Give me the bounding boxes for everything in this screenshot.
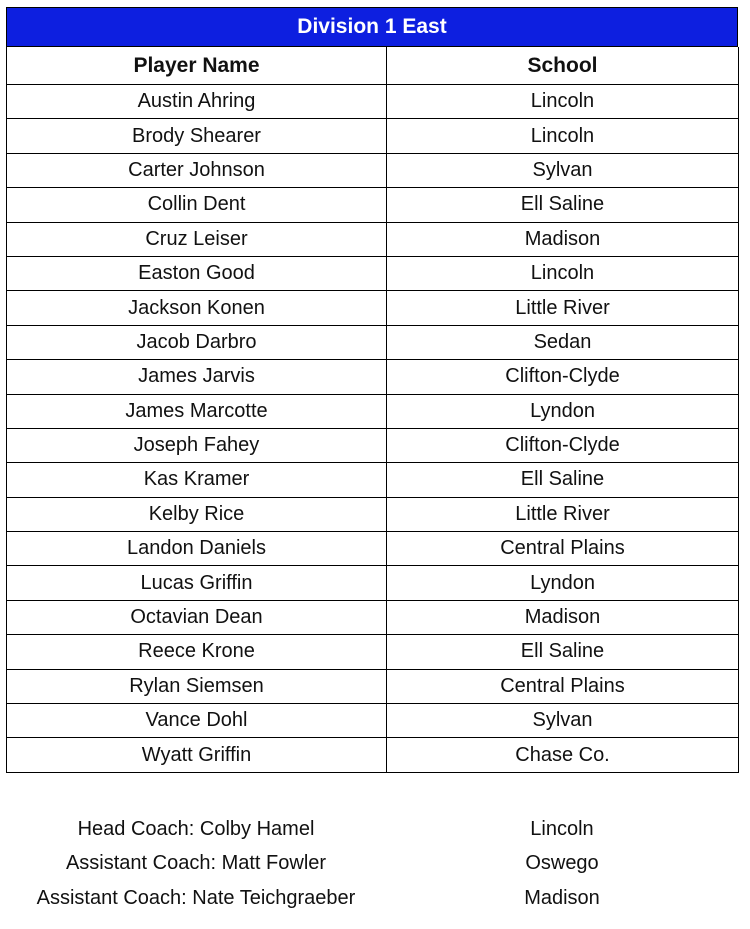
table-row	[7, 119, 739, 153]
table-row	[7, 153, 739, 187]
table-row	[7, 669, 739, 703]
player-school-cell: Lincoln	[387, 256, 739, 290]
coach-name: Head Coach: Colby Hamel	[77, 817, 315, 840]
table-row	[7, 566, 739, 600]
player-school-cell: Lincoln	[387, 85, 739, 119]
table-row	[7, 85, 739, 119]
player-school-cell: Little River	[387, 291, 739, 325]
player-name-cell: Reece Krone	[7, 635, 387, 669]
player-name-cell: Collin Dent	[7, 188, 387, 222]
table-row	[7, 360, 739, 394]
table-row	[7, 635, 739, 669]
player-name-header: Player Name	[7, 47, 387, 85]
coach-row	[6, 881, 738, 916]
player-name-cell: Brody Shearer	[7, 119, 387, 153]
player-school-cell: Ell Saline	[387, 188, 739, 222]
coach-school: Lincoln	[530, 817, 594, 840]
table-row	[7, 256, 739, 290]
player-name-cell: Jackson Konen	[7, 291, 387, 325]
school-header: School	[387, 47, 739, 85]
table-row	[7, 428, 739, 462]
roster-table	[6, 47, 739, 773]
table-row	[7, 325, 739, 359]
coach-school: Madison	[524, 886, 600, 909]
player-school-cell: Lincoln	[387, 119, 739, 153]
player-school-cell: Madison	[387, 222, 739, 256]
player-name-cell: Carter Johnson	[7, 153, 387, 187]
player-name-cell: Jacob Darbro	[7, 325, 387, 359]
table-row	[7, 600, 739, 634]
player-school-cell: Ell Saline	[387, 463, 739, 497]
player-name-cell: Wyatt Griffin	[7, 738, 387, 772]
player-name-cell: James Marcotte	[7, 394, 387, 428]
player-name-cell: Cruz Leiser	[7, 222, 387, 256]
coach-name: Assistant Coach: Matt Fowler	[65, 852, 327, 875]
player-name-cell: James Jarvis	[7, 360, 387, 394]
player-name-cell: Austin Ahring	[7, 85, 387, 119]
table-row	[7, 291, 739, 325]
player-name-cell: Landon Daniels	[7, 532, 387, 566]
division-title: Division 1 East	[6, 7, 738, 47]
coach-name: Assistant Coach: Nate Teichgraeber	[36, 886, 356, 909]
player-name-cell: Kas Kramer	[7, 463, 387, 497]
coaching-staff	[6, 812, 738, 916]
player-school-cell: Central Plains	[387, 669, 739, 703]
player-name-cell: Joseph Fahey	[7, 428, 387, 462]
player-name-cell: Vance Dohl	[7, 704, 387, 738]
table-row	[7, 394, 739, 428]
player-school-cell: Clifton-Clyde	[387, 428, 739, 462]
player-school-cell: Lyndon	[387, 394, 739, 428]
player-school-cell: Little River	[387, 497, 739, 531]
table-row	[7, 463, 739, 497]
coach-row	[6, 847, 738, 882]
roster-sheet	[6, 7, 738, 773]
roster-body	[7, 85, 739, 773]
player-school-cell: Chase Co.	[387, 738, 739, 772]
player-name-cell: Kelby Rice	[7, 497, 387, 531]
player-name-cell: Rylan Siemsen	[7, 669, 387, 703]
player-school-cell: Ell Saline	[387, 635, 739, 669]
table-row	[7, 738, 739, 772]
table-row	[7, 222, 739, 256]
coach-row	[6, 812, 738, 847]
player-school-cell: Central Plains	[387, 532, 739, 566]
player-school-cell: Clifton-Clyde	[387, 360, 739, 394]
table-row	[7, 704, 739, 738]
table-header-row	[7, 47, 739, 85]
player-name-cell: Lucas Griffin	[7, 566, 387, 600]
player-school-cell: Sylvan	[387, 153, 739, 187]
table-row	[7, 497, 739, 531]
coach-school: Oswego	[525, 852, 599, 875]
table-row	[7, 532, 739, 566]
table-row	[7, 188, 739, 222]
player-school-cell: Sedan	[387, 325, 739, 359]
player-name-cell: Easton Good	[7, 256, 387, 290]
player-name-cell: Octavian Dean	[7, 600, 387, 634]
player-school-cell: Lyndon	[387, 566, 739, 600]
player-school-cell: Sylvan	[387, 704, 739, 738]
player-school-cell: Madison	[387, 600, 739, 634]
